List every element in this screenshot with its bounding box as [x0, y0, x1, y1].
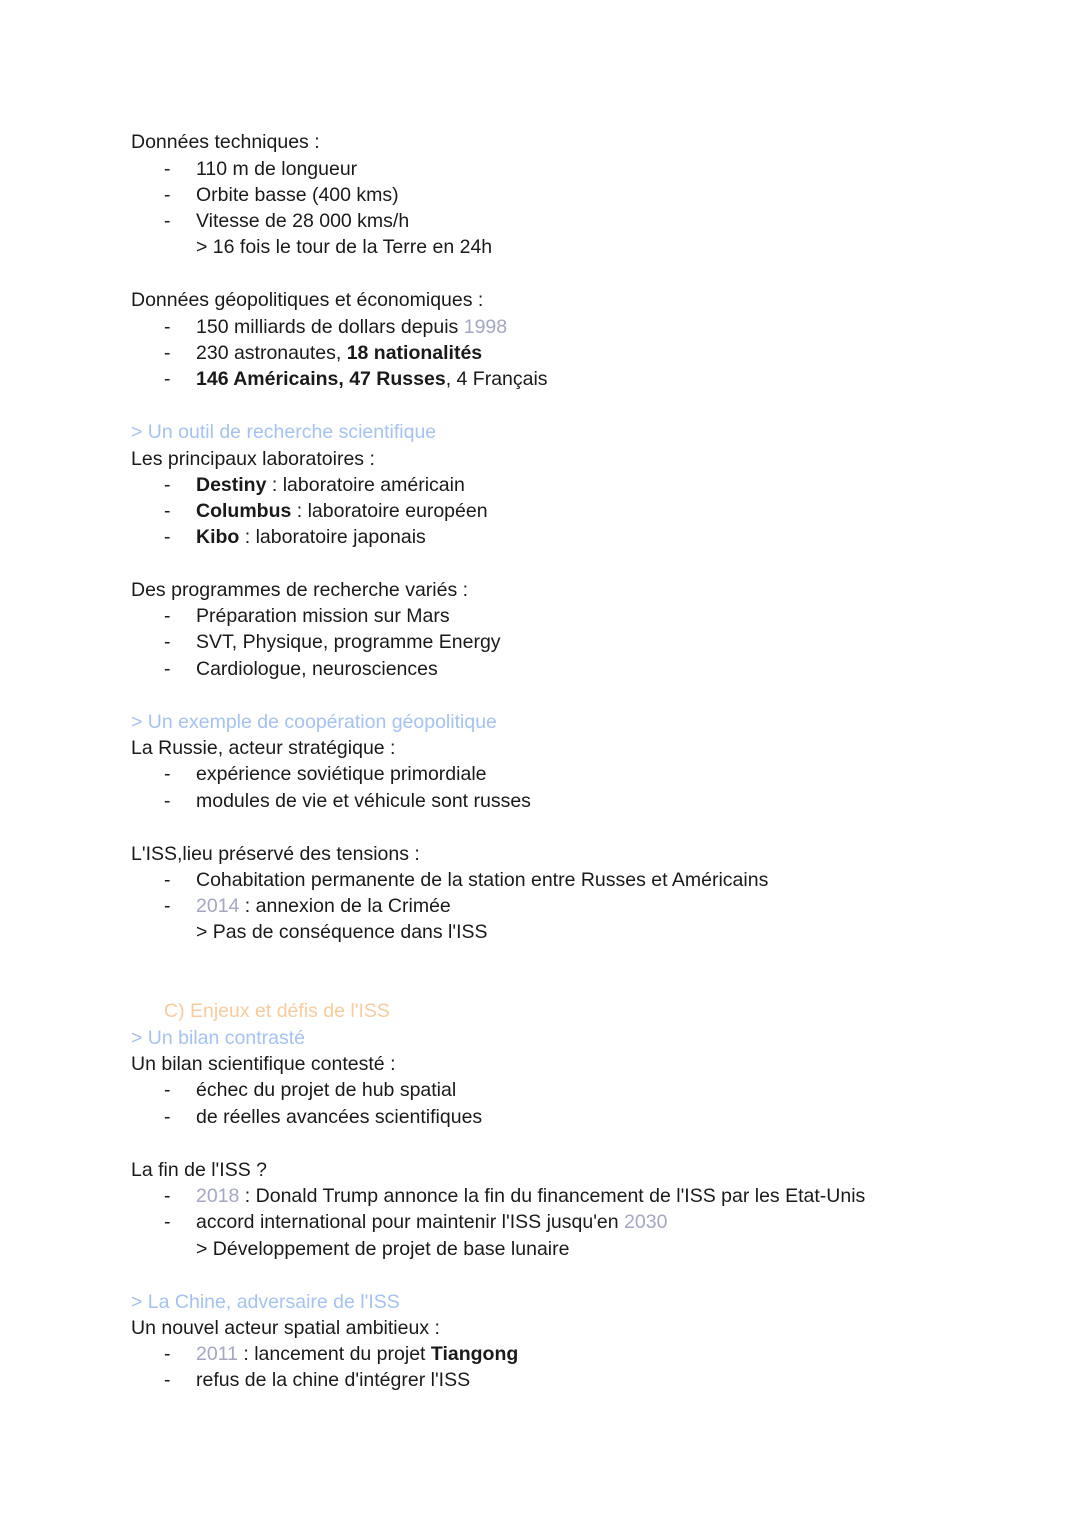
- crimea-text: : annexion de la Crimée: [239, 895, 451, 917]
- lab-name: Columbus: [196, 500, 292, 522]
- lab-desc: : laboratoire japonais: [239, 526, 426, 548]
- iss-tensions-item-crimea: [196, 893, 451, 919]
- year-2014: 2014: [196, 895, 240, 917]
- iss-tensions-heading: L'ISS,lieu préservé des tensions :: [131, 843, 420, 865]
- russia-heading: La Russie, acteur stratégique :: [131, 737, 396, 759]
- fin-item-accord: [196, 1209, 667, 1235]
- lab-name: Destiny: [196, 474, 267, 496]
- bilan-heading: Un bilan scientifique contesté :: [131, 1053, 396, 1075]
- russia-item: - expérience soviétique primordiale: [196, 761, 487, 787]
- china-item-refusal: - refus de la chine d'intégrer l'ISS: [196, 1367, 470, 1393]
- program-item: - Cardiologue, neurosciences: [196, 656, 438, 682]
- tech-item: - Orbite basse (400 kms): [196, 182, 399, 208]
- bilan-item: - de réelles avancées scientifiques: [196, 1104, 482, 1130]
- fin-sub-note: > Développement de projet de base lunaire: [196, 1238, 570, 1260]
- bilan-subhead: > Un bilan contrasté: [131, 1027, 305, 1049]
- china-item-text: : lancement du projet: [237, 1343, 431, 1365]
- section-c-title: C) Enjeux et défis de l'ISS: [164, 1000, 390, 1022]
- geo-item-countries: [196, 366, 548, 392]
- tech-heading: Données techniques :: [131, 131, 320, 153]
- program-item: - SVT, Physique, programme Energy: [196, 629, 501, 655]
- geo-item-cost-text: 150 milliards de dollars depuis: [196, 316, 464, 338]
- tech-sub-note: > 16 fois le tour de la Terre en 24h: [196, 236, 493, 258]
- iss-tensions-sub-note: > Pas de conséquence dans l'ISS: [196, 921, 488, 943]
- china-item-tiangong: [196, 1341, 518, 1367]
- bilan-item: - échec du projet de hub spatial: [196, 1077, 456, 1103]
- lab-name: Kibo: [196, 526, 240, 548]
- fin-item-trump: [196, 1183, 865, 1209]
- fin-item-trump-text: : Donald Trump annonce la fin du financement de l'ISS par les Etat-Unis: [239, 1185, 866, 1207]
- programs-heading: Des programmes de recherche variés :: [131, 579, 469, 601]
- lab-item: [196, 524, 426, 550]
- tiangong-name: Tiangong: [430, 1343, 519, 1365]
- geo-item-cost: [196, 314, 507, 340]
- lab-desc: : laboratoire américain: [266, 474, 465, 496]
- china-subhead: > La Chine, adversaire de l'ISS: [131, 1291, 400, 1313]
- coop-subhead: > Un exemple de coopération géopolitique: [131, 711, 497, 733]
- year-2030: 2030: [624, 1211, 668, 1233]
- fin-item-accord-text: accord international pour maintenir l'ISS jusqu'en: [196, 1211, 625, 1233]
- lab-desc: : laboratoire européen: [291, 500, 488, 522]
- geo-item-countries-text: , 4 Français: [445, 368, 548, 390]
- lab-item: [196, 472, 465, 498]
- lab-item: [196, 498, 488, 524]
- tech-item: - 110 m de longueur: [196, 156, 357, 182]
- geo-heading: Données géopolitiques et économiques :: [131, 289, 484, 311]
- geo-item-astronauts-text: 230 astronautes,: [196, 342, 347, 364]
- iss-tensions-item: - Cohabitation permanente de la station entre Russes et Américains: [196, 867, 768, 893]
- geo-item-countries-bold: 146 Américains, 47 Russes: [196, 368, 446, 390]
- russia-item: - modules de vie et véhicule sont russes: [196, 788, 531, 814]
- labs-heading: Les principaux laboratoires :: [131, 448, 375, 470]
- geo-item-astronauts: [196, 340, 482, 366]
- research-subhead: > Un outil de recherche scientifique: [131, 421, 437, 443]
- geo-item-nationalities: 18 nationalités: [346, 342, 483, 364]
- china-heading: Un nouvel acteur spatial ambitieux :: [131, 1317, 440, 1339]
- program-item: - Préparation mission sur Mars: [196, 603, 450, 629]
- year-2018: 2018: [196, 1185, 240, 1207]
- year-2011: 2011: [196, 1343, 238, 1365]
- tech-item: - Vitesse de 28 000 kms/h: [196, 208, 409, 234]
- fin-heading: La fin de l'ISS ?: [131, 1159, 267, 1181]
- year-1998: 1998: [463, 316, 508, 338]
